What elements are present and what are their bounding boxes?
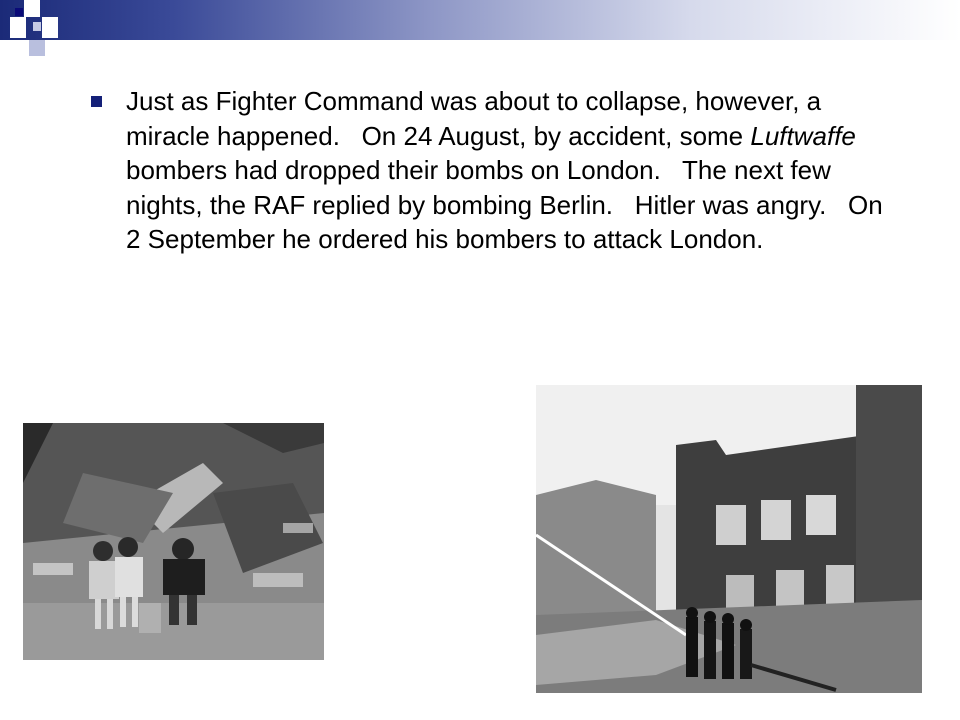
decor-square-light — [29, 40, 45, 56]
decor-square — [24, 0, 40, 17]
decor-square-dark — [15, 8, 23, 16]
header-gradient-bar — [0, 0, 960, 40]
bullet-text-part: Just as Fighter Command was about to collapse, however, a miracle happened. On 24 August, by accident, some — [126, 86, 829, 151]
decor-square — [10, 17, 26, 38]
decor-square — [42, 17, 58, 38]
bullet-text — [126, 84, 896, 257]
bullet-text-part: bombers had dropped their bombs on London. The next few nights, the RAF replied by bombing Berlin. Hitler was angry. On 2 September he ordered his bombers to attack London. — [126, 120, 890, 254]
bullet-square-icon — [91, 96, 102, 107]
bullet-text-emphasis: Luftwaffe — [750, 120, 856, 151]
children-rubble-photo — [23, 423, 324, 660]
firefighters-building-photo — [536, 385, 922, 693]
decor-square-light — [33, 22, 41, 31]
